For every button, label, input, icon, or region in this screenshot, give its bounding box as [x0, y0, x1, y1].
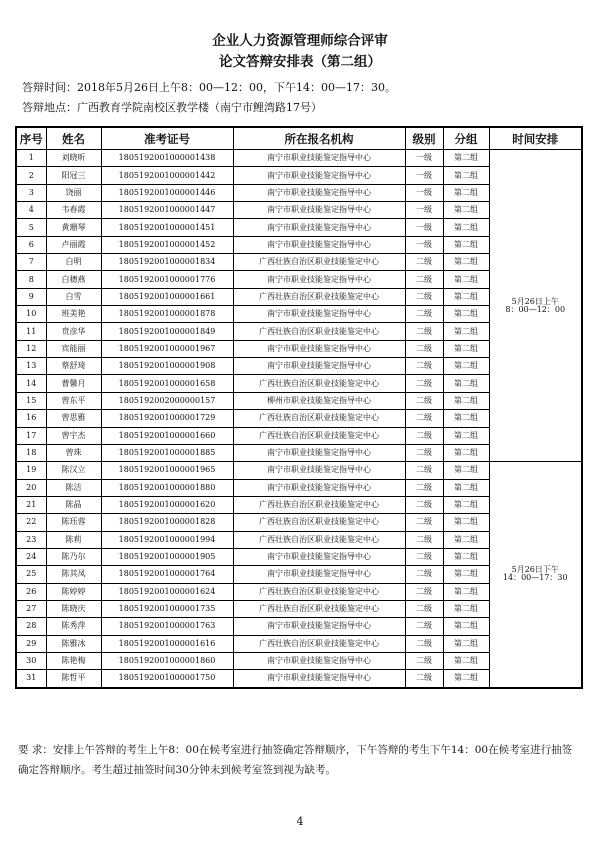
cell-name: 曾东平 — [46, 392, 101, 409]
cell-seq: 4 — [16, 202, 46, 219]
header-exam-id: 准考证号 — [101, 127, 233, 150]
cell-level: 二级 — [405, 618, 443, 635]
cell-exam-id: 1805192001000001446 — [101, 184, 233, 201]
cell-group: 第二组 — [443, 358, 489, 375]
requirements-note: 要 求：安排上午答辩的考生上午8：00在候考室进行抽签确定答辩顺序，下午答辩的考生下午14：00在候考室进行抽签确定答辩顺序。考生超过抽签时间30分钟未到候考室签到视为缺考。 — [18, 744, 573, 776]
cell-name: 陈乃尔 — [46, 548, 101, 565]
cell-organization: 南宁市职业技能鉴定指导中心 — [233, 618, 405, 635]
time-slot-date: 5月26日上午 — [511, 296, 559, 306]
cell-name: 曾宇杰 — [46, 427, 101, 444]
cell-exam-id: 1805192001000001447 — [101, 202, 233, 219]
cell-name: 卢丽霞 — [46, 236, 101, 253]
cell-seq: 20 — [16, 479, 46, 496]
cell-group: 第二组 — [443, 271, 489, 288]
cell-group: 第二组 — [443, 167, 489, 184]
table-row — [16, 462, 582, 479]
cell-level: 二级 — [405, 652, 443, 669]
cell-exam-id: 1805192001000001885 — [101, 444, 233, 461]
cell-exam-id: 1805192001000001661 — [101, 288, 233, 305]
cell-organization: 南宁市职业技能鉴定指导中心 — [233, 167, 405, 184]
cell-seq: 17 — [16, 427, 46, 444]
cell-organization: 南宁市职业技能鉴定指导中心 — [233, 652, 405, 669]
cell-organization: 广西壮族自治区职业技能鉴定中心 — [233, 514, 405, 531]
cell-name: 白明 — [46, 254, 101, 271]
cell-exam-id: 1805192001000001860 — [101, 652, 233, 669]
cell-level: 二级 — [405, 670, 443, 688]
cell-group: 第二组 — [443, 514, 489, 531]
header-seq: 序号 — [16, 127, 46, 150]
cell-exam-id: 1805192001000001849 — [101, 323, 233, 340]
cell-level: 一级 — [405, 150, 443, 167]
cell-seq: 26 — [16, 583, 46, 600]
cell-group: 第二组 — [443, 531, 489, 548]
cell-exam-id: 1805192001000001735 — [101, 600, 233, 617]
cell-exam-id: 1805192001000001908 — [101, 358, 233, 375]
cell-exam-id: 1805192001000001451 — [101, 219, 233, 236]
cell-group: 第二组 — [443, 566, 489, 583]
cell-organization: 广西壮族自治区职业技能鉴定中心 — [233, 288, 405, 305]
time-slot-hours: 8：00—12：00 — [505, 304, 566, 314]
document-title: 企业人力资源管理师综合评审 — [212, 33, 388, 49]
cell-level: 二级 — [405, 271, 443, 288]
cell-name: 陈艳梅 — [46, 652, 101, 669]
cell-level: 二级 — [405, 635, 443, 652]
cell-organization: 南宁市职业技能鉴定指导中心 — [233, 150, 405, 167]
defense-time-info: 答辩时间：2018年5月26日上午8：00—12：00，下午14：00—17：30。 — [22, 81, 396, 94]
cell-organization: 柳州市职业技能鉴定指导中心 — [233, 392, 405, 409]
cell-seq: 24 — [16, 548, 46, 565]
cell-seq: 5 — [16, 219, 46, 236]
cell-level: 二级 — [405, 479, 443, 496]
cell-organization: 南宁市职业技能鉴定指导中心 — [233, 271, 405, 288]
cell-level: 一级 — [405, 219, 443, 236]
cell-group: 第二组 — [443, 323, 489, 340]
cell-group: 第二组 — [443, 184, 489, 201]
cell-level: 二级 — [405, 340, 443, 357]
cell-exam-id: 1805192001000001994 — [101, 531, 233, 548]
cell-organization: 南宁市职业技能鉴定指导中心 — [233, 236, 405, 253]
cell-organization: 南宁市职业技能鉴定指导中心 — [233, 566, 405, 583]
header-level: 级别 — [405, 127, 443, 150]
cell-group: 第二组 — [443, 670, 489, 688]
page-number: 4 — [296, 815, 304, 828]
cell-exam-id: 1805192001000001828 — [101, 514, 233, 531]
cell-level: 二级 — [405, 600, 443, 617]
cell-seq: 14 — [16, 375, 46, 392]
cell-level: 二级 — [405, 462, 443, 479]
cell-organization: 南宁市职业技能鉴定指导中心 — [233, 306, 405, 323]
cell-seq: 19 — [16, 462, 46, 479]
cell-organization: 南宁市职业技能鉴定指导中心 — [233, 479, 405, 496]
cell-level: 二级 — [405, 566, 443, 583]
cell-organization: 广西壮族自治区职业技能鉴定中心 — [233, 410, 405, 427]
cell-group: 第二组 — [443, 548, 489, 565]
cell-level: 二级 — [405, 514, 443, 531]
cell-name: 阳冠三 — [46, 167, 101, 184]
cell-exam-id: 1805192001000001729 — [101, 410, 233, 427]
cell-seq: 31 — [16, 670, 46, 688]
cell-level: 二级 — [405, 358, 443, 375]
cell-name: 陈晶 — [46, 496, 101, 513]
cell-organization: 南宁市职业技能鉴定指导中心 — [233, 184, 405, 201]
cell-exam-id: 1805192001000001616 — [101, 635, 233, 652]
header-group: 分组 — [443, 127, 489, 150]
cell-seq: 13 — [16, 358, 46, 375]
cell-organization: 广西壮族自治区职业技能鉴定中心 — [233, 583, 405, 600]
cell-exam-id: 1805192001000001620 — [101, 496, 233, 513]
cell-name: 宾能丽 — [46, 340, 101, 357]
cell-seq: 28 — [16, 618, 46, 635]
defense-location-info: 答辩地点：广西教育学院南校区教学楼（南宁市鲤湾路17号） — [22, 101, 322, 114]
cell-exam-id: 1805192002000000157 — [101, 392, 233, 409]
cell-level: 一级 — [405, 167, 443, 184]
header-time: 时间安排 — [489, 127, 582, 150]
cell-group: 第二组 — [443, 219, 489, 236]
cell-organization: 南宁市职业技能鉴定指导中心 — [233, 219, 405, 236]
cell-seq: 3 — [16, 184, 46, 201]
cell-group: 第二组 — [443, 202, 489, 219]
cell-name: 陈莉 — [46, 531, 101, 548]
cell-group: 第二组 — [443, 652, 489, 669]
cell-name: 黄珊琴 — [46, 219, 101, 236]
cell-seq: 25 — [16, 566, 46, 583]
cell-level: 二级 — [405, 444, 443, 461]
cell-seq: 18 — [16, 444, 46, 461]
cell-seq: 12 — [16, 340, 46, 357]
cell-name: 曾思雅 — [46, 410, 101, 427]
cell-level: 二级 — [405, 496, 443, 513]
cell-level: 二级 — [405, 323, 443, 340]
cell-exam-id: 1805192001000001763 — [101, 618, 233, 635]
cell-group: 第二组 — [443, 340, 489, 357]
cell-level: 一级 — [405, 236, 443, 253]
cell-name: 陈晓庆 — [46, 600, 101, 617]
time-slot-date: 5月26日下午 — [511, 565, 559, 575]
cell-group: 第二组 — [443, 583, 489, 600]
cell-group: 第二组 — [443, 427, 489, 444]
cell-seq: 30 — [16, 652, 46, 669]
cell-group: 第二组 — [443, 462, 489, 479]
cell-level: 二级 — [405, 392, 443, 409]
cell-seq: 6 — [16, 236, 46, 253]
cell-name: 曹馨月 — [46, 375, 101, 392]
time-slot-hours: 14：00—17：30 — [502, 573, 568, 583]
cell-seq: 23 — [16, 531, 46, 548]
cell-level: 一级 — [405, 202, 443, 219]
cell-exam-id: 1805192001000001438 — [101, 150, 233, 167]
cell-level: 二级 — [405, 531, 443, 548]
cell-name: 陈婷婷 — [46, 583, 101, 600]
cell-name: 贲彦华 — [46, 323, 101, 340]
cell-name: 曾珠 — [46, 444, 101, 461]
cell-exam-id: 1805192001000001452 — [101, 236, 233, 253]
table-header-row — [16, 127, 582, 150]
header-organization: 所在报名机构 — [233, 127, 405, 150]
cell-organization: 广西壮族自治区职业技能鉴定中心 — [233, 427, 405, 444]
cell-organization: 广西壮族自治区职业技能鉴定中心 — [233, 600, 405, 617]
cell-group: 第二组 — [443, 479, 489, 496]
cell-name: 陈秀萍 — [46, 618, 101, 635]
cell-group: 第二组 — [443, 254, 489, 271]
cell-level: 二级 — [405, 583, 443, 600]
cell-name: 陈珏蓉 — [46, 514, 101, 531]
cell-exam-id: 1805192001000001834 — [101, 254, 233, 271]
cell-seq: 21 — [16, 496, 46, 513]
cell-group: 第二组 — [443, 392, 489, 409]
cell-level: 二级 — [405, 288, 443, 305]
cell-organization: 广西壮族自治区职业技能鉴定中心 — [233, 496, 405, 513]
cell-name: 饶丽 — [46, 184, 101, 201]
cell-seq: 22 — [16, 514, 46, 531]
cell-organization: 南宁市职业技能鉴定指导中心 — [233, 444, 405, 461]
cell-organization: 广西壮族自治区职业技能鉴定中心 — [233, 375, 405, 392]
cell-organization: 南宁市职业技能鉴定指导中心 — [233, 358, 405, 375]
cell-seq: 1 — [16, 150, 46, 167]
cell-exam-id: 1805192001000001442 — [101, 167, 233, 184]
cell-exam-id: 1805192001000001750 — [101, 670, 233, 688]
cell-seq: 10 — [16, 306, 46, 323]
cell-exam-id: 1805192001000001660 — [101, 427, 233, 444]
cell-group: 第二组 — [443, 618, 489, 635]
cell-organization: 广西壮族自治区职业技能鉴定中心 — [233, 531, 405, 548]
cell-seq: 11 — [16, 323, 46, 340]
header-name: 姓名 — [46, 127, 101, 150]
cell-level: 一级 — [405, 184, 443, 201]
cell-time-slot — [489, 462, 582, 688]
cell-organization: 南宁市职业技能鉴定指导中心 — [233, 670, 405, 688]
cell-organization: 南宁市职业技能鉴定指导中心 — [233, 340, 405, 357]
cell-name: 白雪 — [46, 288, 101, 305]
cell-name: 刘晓昕 — [46, 150, 101, 167]
cell-organization: 广西壮族自治区职业技能鉴定中心 — [233, 323, 405, 340]
cell-group: 第二组 — [443, 444, 489, 461]
cell-time-slot — [489, 150, 582, 462]
cell-seq: 29 — [16, 635, 46, 652]
cell-name: 陈雅冰 — [46, 635, 101, 652]
document-subtitle: 论文答辩安排表（第二组） — [219, 54, 381, 70]
cell-level: 二级 — [405, 254, 443, 271]
cell-exam-id: 1805192001000001658 — [101, 375, 233, 392]
cell-exam-id: 1805192001000001764 — [101, 566, 233, 583]
cell-seq: 16 — [16, 410, 46, 427]
cell-name: 陈洁 — [46, 479, 101, 496]
cell-name: 班美艳 — [46, 306, 101, 323]
cell-group: 第二组 — [443, 150, 489, 167]
cell-level: 二级 — [405, 427, 443, 444]
cell-seq: 27 — [16, 600, 46, 617]
cell-level: 二级 — [405, 375, 443, 392]
cell-group: 第二组 — [443, 375, 489, 392]
cell-organization: 广西壮族自治区职业技能鉴定中心 — [233, 254, 405, 271]
cell-level: 二级 — [405, 548, 443, 565]
cell-exam-id: 1805192001000001776 — [101, 271, 233, 288]
cell-name: 陈哲平 — [46, 670, 101, 688]
cell-seq: 7 — [16, 254, 46, 271]
cell-organization: 南宁市职业技能鉴定指导中心 — [233, 202, 405, 219]
cell-exam-id: 1805192001000001880 — [101, 479, 233, 496]
cell-exam-id: 1805192001000001905 — [101, 548, 233, 565]
cell-organization: 广西壮族自治区职业技能鉴定中心 — [233, 635, 405, 652]
cell-exam-id: 1805192001000001878 — [101, 306, 233, 323]
cell-group: 第二组 — [443, 635, 489, 652]
cell-group: 第二组 — [443, 306, 489, 323]
cell-exam-id: 1805192001000001967 — [101, 340, 233, 357]
cell-exam-id: 1805192001000001965 — [101, 462, 233, 479]
cell-name: 陈其凤 — [46, 566, 101, 583]
cell-name: 陈汉立 — [46, 462, 101, 479]
cell-group: 第二组 — [443, 236, 489, 253]
cell-seq: 15 — [16, 392, 46, 409]
cell-name: 白穗燕 — [46, 271, 101, 288]
cell-group: 第二组 — [443, 288, 489, 305]
cell-organization: 南宁市职业技能鉴定指导中心 — [233, 462, 405, 479]
cell-organization: 南宁市职业技能鉴定指导中心 — [233, 548, 405, 565]
cell-group: 第二组 — [443, 410, 489, 427]
schedule-table — [15, 126, 583, 689]
cell-name: 蔡舒琦 — [46, 358, 101, 375]
cell-seq: 9 — [16, 288, 46, 305]
cell-level: 二级 — [405, 410, 443, 427]
cell-group: 第二组 — [443, 496, 489, 513]
cell-name: 韦春霞 — [46, 202, 101, 219]
cell-group: 第二组 — [443, 600, 489, 617]
cell-level: 二级 — [405, 306, 443, 323]
table-row — [16, 150, 582, 167]
cell-seq: 8 — [16, 271, 46, 288]
cell-exam-id: 1805192001000001624 — [101, 583, 233, 600]
cell-seq: 2 — [16, 167, 46, 184]
